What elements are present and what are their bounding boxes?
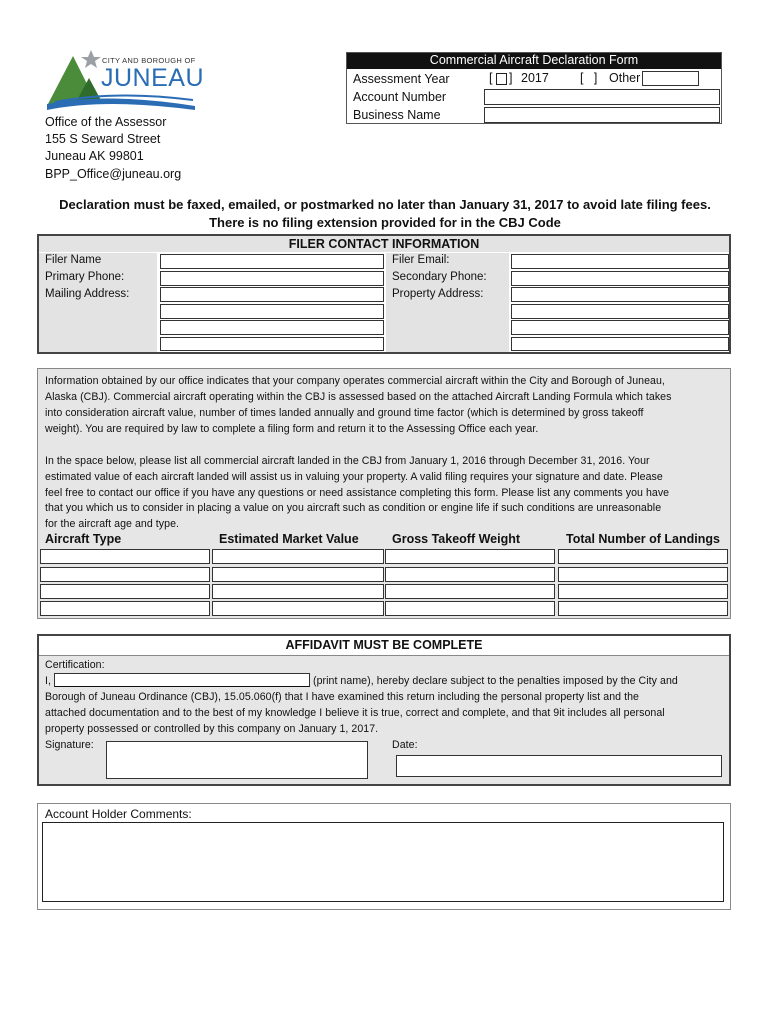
info-para2-line3: feel free to contact our office if you have any questions or need assistance completing this form. Please list any comments you have [45,487,670,499]
mailing-address-field-3[interactable] [160,320,384,335]
cert-line3: attached documentation and to the best of my knowledge I believe it is true, correct and complete, and that 9it includes all personal [45,707,665,719]
city-state-zip: Juneau AK 99801 [45,149,144,163]
year-2017-checkbox[interactable] [496,73,507,85]
filer-name-field[interactable] [160,254,384,269]
market-value-field-row-3[interactable] [212,584,384,599]
col-aircraft-type: Aircraft Type [45,532,122,546]
primary-phone-label: Primary Phone: [45,271,125,283]
office-name: Office of the Assessor [45,115,167,129]
business-name-field[interactable] [484,107,720,123]
market-value-field-row-4[interactable] [212,601,384,616]
logo-name-text: JUNEAU [101,64,205,92]
secondary-phone-field[interactable] [511,271,729,286]
cert-line4: property possessed or controlled by this company on January 1, 2017. [45,723,379,735]
market-value-field-row-2[interactable] [212,567,384,582]
logo-city-text: CITY AND BOROUGH OF [102,56,196,65]
year-bracket-close: ] [509,71,513,85]
info-para1-line3: into consideration aircraft value, number of times landed annually and ground time factor (which is determined by gross takeoff [45,407,644,419]
other-year-label: Other [609,71,641,85]
mailing-address-field-4[interactable] [160,337,384,351]
date-field[interactable] [396,755,722,777]
extension-notice: There is no filing extension provided for in the CBJ Code [209,215,561,230]
affidavit-heading: AFFIDAVIT MUST BE COMPLETE [285,638,483,652]
info-para2-line4: that you which us to consider in placing a value on you aircraft such as condition or engine life if such conditions are unreasonable [45,502,662,514]
aircraft-type-field-row-3[interactable] [40,584,210,599]
landings-field-row-3[interactable] [558,584,728,599]
landings-field-row-2[interactable] [558,567,728,582]
date-label: Date: [392,739,418,751]
filer-email-label: Filer Email: [392,254,450,266]
cert-line1: (print name), hereby declare subject to the penalties imposed by the City and [313,675,678,687]
business-name-label: Business Name [353,108,441,122]
filer-left-label-column [39,253,157,352]
takeoff-weight-field-row-4[interactable] [385,601,555,616]
account-number-field[interactable] [484,89,720,105]
landings-field-row-1[interactable] [558,549,728,564]
year-bracket-open: [ [489,71,493,85]
property-address-label: Property Address: [392,288,484,300]
info-para2-line2: estimated value of each aircraft landed will assist us in valuing your property. A valid filing requires your signature and date. Please [45,471,663,483]
col-estimated-market-value: Estimated Market Value [219,532,359,546]
other-year-checkbox[interactable]: [ ] [580,71,598,85]
street-address: 155 S Seward Street [45,132,161,146]
year-2017-label: 2017 [521,71,549,85]
aircraft-type-field-row-2[interactable] [40,567,210,582]
property-address-field-2[interactable] [511,304,729,319]
col-total-landings: Total Number of Landings [566,532,720,546]
mailing-address-field-2[interactable] [160,304,384,319]
aircraft-type-field-row-1[interactable] [40,549,210,564]
info-para2-line1: In the space below, please list all commercial aircraft landed in the CBJ from January 1, 2016 through December 31, 2016. Your [45,455,650,467]
filer-name-label: Filer Name [45,254,102,266]
comments-textarea[interactable] [42,822,724,902]
takeoff-weight-field-row-1[interactable] [385,549,555,564]
filer-right-label-column [386,253,509,352]
cert-prefix: I, [45,675,51,687]
property-address-field-3[interactable] [511,320,729,335]
info-para1-line1: Information obtained by our office indicates that your company operates commercial aircraft within the City and Borough of Juneau, [45,375,665,387]
info-para1-line2: Alaska (CBJ). Commercial aircraft operating within the CBJ is assessed based on the attached Aircraft Landing Formula which takes [45,391,672,403]
takeoff-weight-field-row-2[interactable] [385,567,555,582]
mailing-address-label: Mailing Address: [45,288,130,300]
landings-field-row-4[interactable] [558,601,728,616]
aircraft-type-field-row-4[interactable] [40,601,210,616]
print-name-field[interactable] [54,673,310,687]
cert-line2: Borough of Juneau Ordinance (CBJ), 15.05.060(f) that I have examined this return including the personal property list and the [45,691,639,703]
property-address-field-1[interactable] [511,287,729,302]
signature-label: Signature: [45,739,94,751]
juneau-logo [45,44,205,112]
deadline-notice: Declaration must be faxed, emailed, or postmarked no later than January 31, 2017 to avoid late filing fees. [59,197,711,212]
takeoff-weight-field-row-3[interactable] [385,584,555,599]
property-address-field-4[interactable] [511,337,729,351]
signature-field[interactable] [106,741,368,779]
col-gross-takeoff-weight: Gross Takeoff Weight [392,532,521,546]
primary-phone-field[interactable] [160,271,384,286]
market-value-field-row-1[interactable] [212,549,384,564]
form-title: Commercial Aircraft Declaration Form [346,52,722,69]
assessment-year-label: Assessment Year [353,72,450,86]
certification-label: Certification: [45,659,105,671]
mailing-address-field-1[interactable] [160,287,384,302]
info-para2-line5: for the aircraft age and type. [45,518,179,530]
other-year-field[interactable] [642,71,699,86]
secondary-phone-label: Secondary Phone: [392,271,487,283]
account-number-label: Account Number [353,90,447,104]
comments-label: Account Holder Comments: [45,807,192,821]
filer-contact-heading: FILER CONTACT INFORMATION [39,236,729,252]
info-para1-line4: weight). You are required by law to complete a filing form and return it to the Assessing Office each year. [45,423,539,435]
filer-email-field[interactable] [511,254,729,269]
office-email: BPP_Office@juneau.org [45,167,182,181]
